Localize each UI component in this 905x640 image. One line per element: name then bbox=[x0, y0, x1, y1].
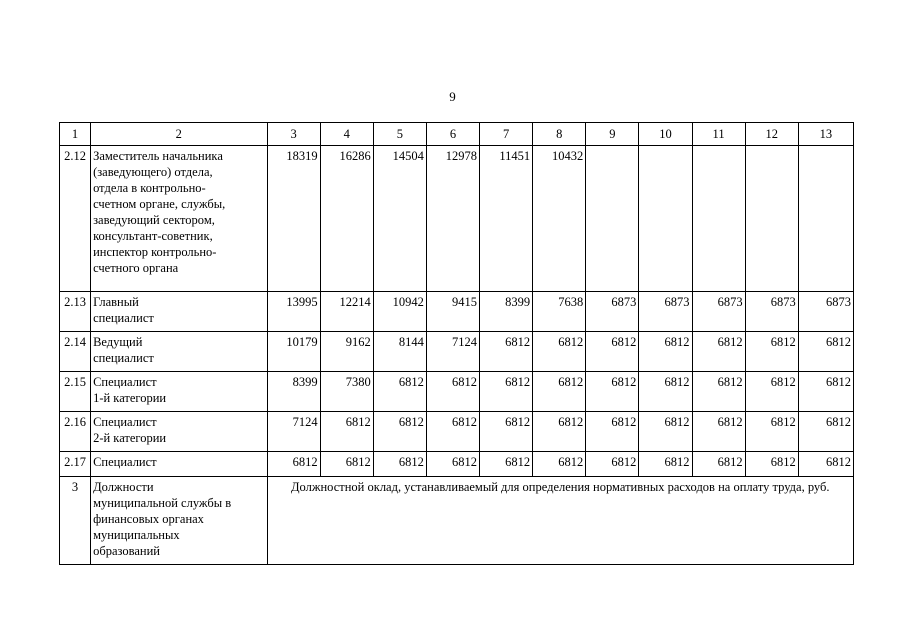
salary-value: 6812 bbox=[745, 452, 798, 477]
salary-value: 6812 bbox=[373, 372, 426, 412]
salary-value: 6812 bbox=[639, 372, 692, 412]
row-number: 2.16 bbox=[60, 412, 91, 452]
salary-value: 16286 bbox=[320, 146, 373, 292]
salary-value: 9162 bbox=[320, 332, 373, 372]
salary-value: 6812 bbox=[692, 412, 745, 452]
salary-value: 6812 bbox=[798, 412, 853, 452]
salary-value bbox=[639, 146, 692, 292]
salary-value: 8399 bbox=[480, 292, 533, 332]
table-row bbox=[60, 372, 854, 412]
salary-value: 6812 bbox=[692, 452, 745, 477]
section-name bbox=[91, 477, 267, 565]
salary-value: 7124 bbox=[267, 412, 320, 452]
position-name bbox=[91, 332, 267, 372]
salary-value: 6812 bbox=[639, 452, 692, 477]
salary-value: 6812 bbox=[480, 332, 533, 372]
salary-value: 14504 bbox=[373, 146, 426, 292]
salary-value: 6873 bbox=[798, 292, 853, 332]
salary-value: 6812 bbox=[639, 412, 692, 452]
header-cell: 4 bbox=[320, 123, 373, 146]
page-number: 9 bbox=[449, 89, 456, 104]
position-name bbox=[91, 146, 267, 292]
salary-value: 7124 bbox=[426, 332, 479, 372]
salary-value: 6812 bbox=[480, 452, 533, 477]
salary-value bbox=[692, 146, 745, 292]
position-name-text: Специалист 1-й категории bbox=[93, 375, 167, 405]
salary-table bbox=[59, 122, 854, 565]
position-name-text: Специалист bbox=[93, 455, 157, 469]
salary-value: 8144 bbox=[373, 332, 426, 372]
salary-value: 6873 bbox=[692, 292, 745, 332]
salary-value: 6812 bbox=[533, 372, 586, 412]
section-number: 3 bbox=[60, 477, 91, 565]
salary-value: 7380 bbox=[320, 372, 373, 412]
salary-value: 6812 bbox=[426, 372, 479, 412]
section-description: Должностной оклад, устанавливаемый для определения нормативных расходов на оплату труда, руб. bbox=[267, 477, 853, 565]
salary-value: 12214 bbox=[320, 292, 373, 332]
salary-value: 6812 bbox=[373, 452, 426, 477]
position-name bbox=[91, 372, 267, 412]
table-row bbox=[60, 412, 854, 452]
salary-value: 6812 bbox=[533, 452, 586, 477]
section-row bbox=[60, 477, 854, 565]
salary-value: 6812 bbox=[533, 412, 586, 452]
header-cell: 13 bbox=[798, 123, 853, 146]
row-number: 2.17 bbox=[60, 452, 91, 477]
position-name-text: Специалист 2-й категории bbox=[93, 415, 167, 445]
salary-value: 6812 bbox=[692, 372, 745, 412]
header-cell: 10 bbox=[639, 123, 692, 146]
header-cell: 8 bbox=[533, 123, 586, 146]
salary-value: 12978 bbox=[426, 146, 479, 292]
salary-value: 6812 bbox=[586, 372, 639, 412]
salary-value: 6812 bbox=[320, 452, 373, 477]
salary-value: 6812 bbox=[798, 332, 853, 372]
position-name bbox=[91, 292, 267, 332]
salary-value: 6812 bbox=[480, 412, 533, 452]
salary-value: 7638 bbox=[533, 292, 586, 332]
salary-value: 10942 bbox=[373, 292, 426, 332]
salary-value: 6812 bbox=[798, 452, 853, 477]
salary-value: 6873 bbox=[639, 292, 692, 332]
row-number: 2.14 bbox=[60, 332, 91, 372]
salary-value: 6812 bbox=[426, 452, 479, 477]
position-name bbox=[91, 452, 267, 477]
salary-value: 6812 bbox=[745, 372, 798, 412]
header-cell: 2 bbox=[91, 123, 267, 146]
salary-value: 6812 bbox=[586, 452, 639, 477]
table-row bbox=[60, 332, 854, 372]
position-name-text: Ведущий специалист bbox=[93, 335, 154, 365]
salary-value: 13995 bbox=[267, 292, 320, 332]
salary-value: 6812 bbox=[745, 332, 798, 372]
salary-value bbox=[798, 146, 853, 292]
salary-value bbox=[586, 146, 639, 292]
salary-value: 6873 bbox=[745, 292, 798, 332]
salary-value: 10432 bbox=[533, 146, 586, 292]
table-row bbox=[60, 146, 854, 292]
salary-value: 6812 bbox=[320, 412, 373, 452]
position-name bbox=[91, 412, 267, 452]
row-number: 2.13 bbox=[60, 292, 91, 332]
salary-value: 11451 bbox=[480, 146, 533, 292]
header-cell: 11 bbox=[692, 123, 745, 146]
salary-value: 6812 bbox=[373, 412, 426, 452]
salary-value bbox=[745, 146, 798, 292]
salary-value: 10179 bbox=[267, 332, 320, 372]
salary-value: 6812 bbox=[798, 372, 853, 412]
salary-value: 6812 bbox=[586, 412, 639, 452]
row-number: 2.12 bbox=[60, 146, 91, 292]
table-row bbox=[60, 292, 854, 332]
salary-value: 6873 bbox=[586, 292, 639, 332]
row-number: 2.15 bbox=[60, 372, 91, 412]
salary-value: 6812 bbox=[745, 412, 798, 452]
salary-value: 6812 bbox=[480, 372, 533, 412]
position-name-text: Заместитель начальника (заведующего) отдела, отдела в контрольно- счетном органе, службы, заведующий сектором, консультант-советник, инспектор контрольно- счетного органа bbox=[93, 149, 226, 275]
salary-value: 9415 bbox=[426, 292, 479, 332]
salary-value: 6812 bbox=[586, 332, 639, 372]
position-name-text: Главный специалист bbox=[93, 295, 154, 325]
header-cell: 1 bbox=[60, 123, 91, 146]
header-cell: 12 bbox=[745, 123, 798, 146]
section-name-text: Должности муниципальной службы в финансовых органах муниципальных образований bbox=[93, 480, 232, 558]
header-cell: 3 bbox=[267, 123, 320, 146]
salary-value: 8399 bbox=[267, 372, 320, 412]
header-cell: 6 bbox=[426, 123, 479, 146]
table-row bbox=[60, 452, 854, 477]
salary-value: 6812 bbox=[692, 332, 745, 372]
salary-value: 6812 bbox=[533, 332, 586, 372]
header-cell: 9 bbox=[586, 123, 639, 146]
salary-value: 6812 bbox=[639, 332, 692, 372]
salary-value: 18319 bbox=[267, 146, 320, 292]
header-cell: 5 bbox=[373, 123, 426, 146]
salary-value: 6812 bbox=[426, 412, 479, 452]
header-cell: 7 bbox=[480, 123, 533, 146]
header-row bbox=[60, 123, 854, 146]
salary-value: 6812 bbox=[267, 452, 320, 477]
